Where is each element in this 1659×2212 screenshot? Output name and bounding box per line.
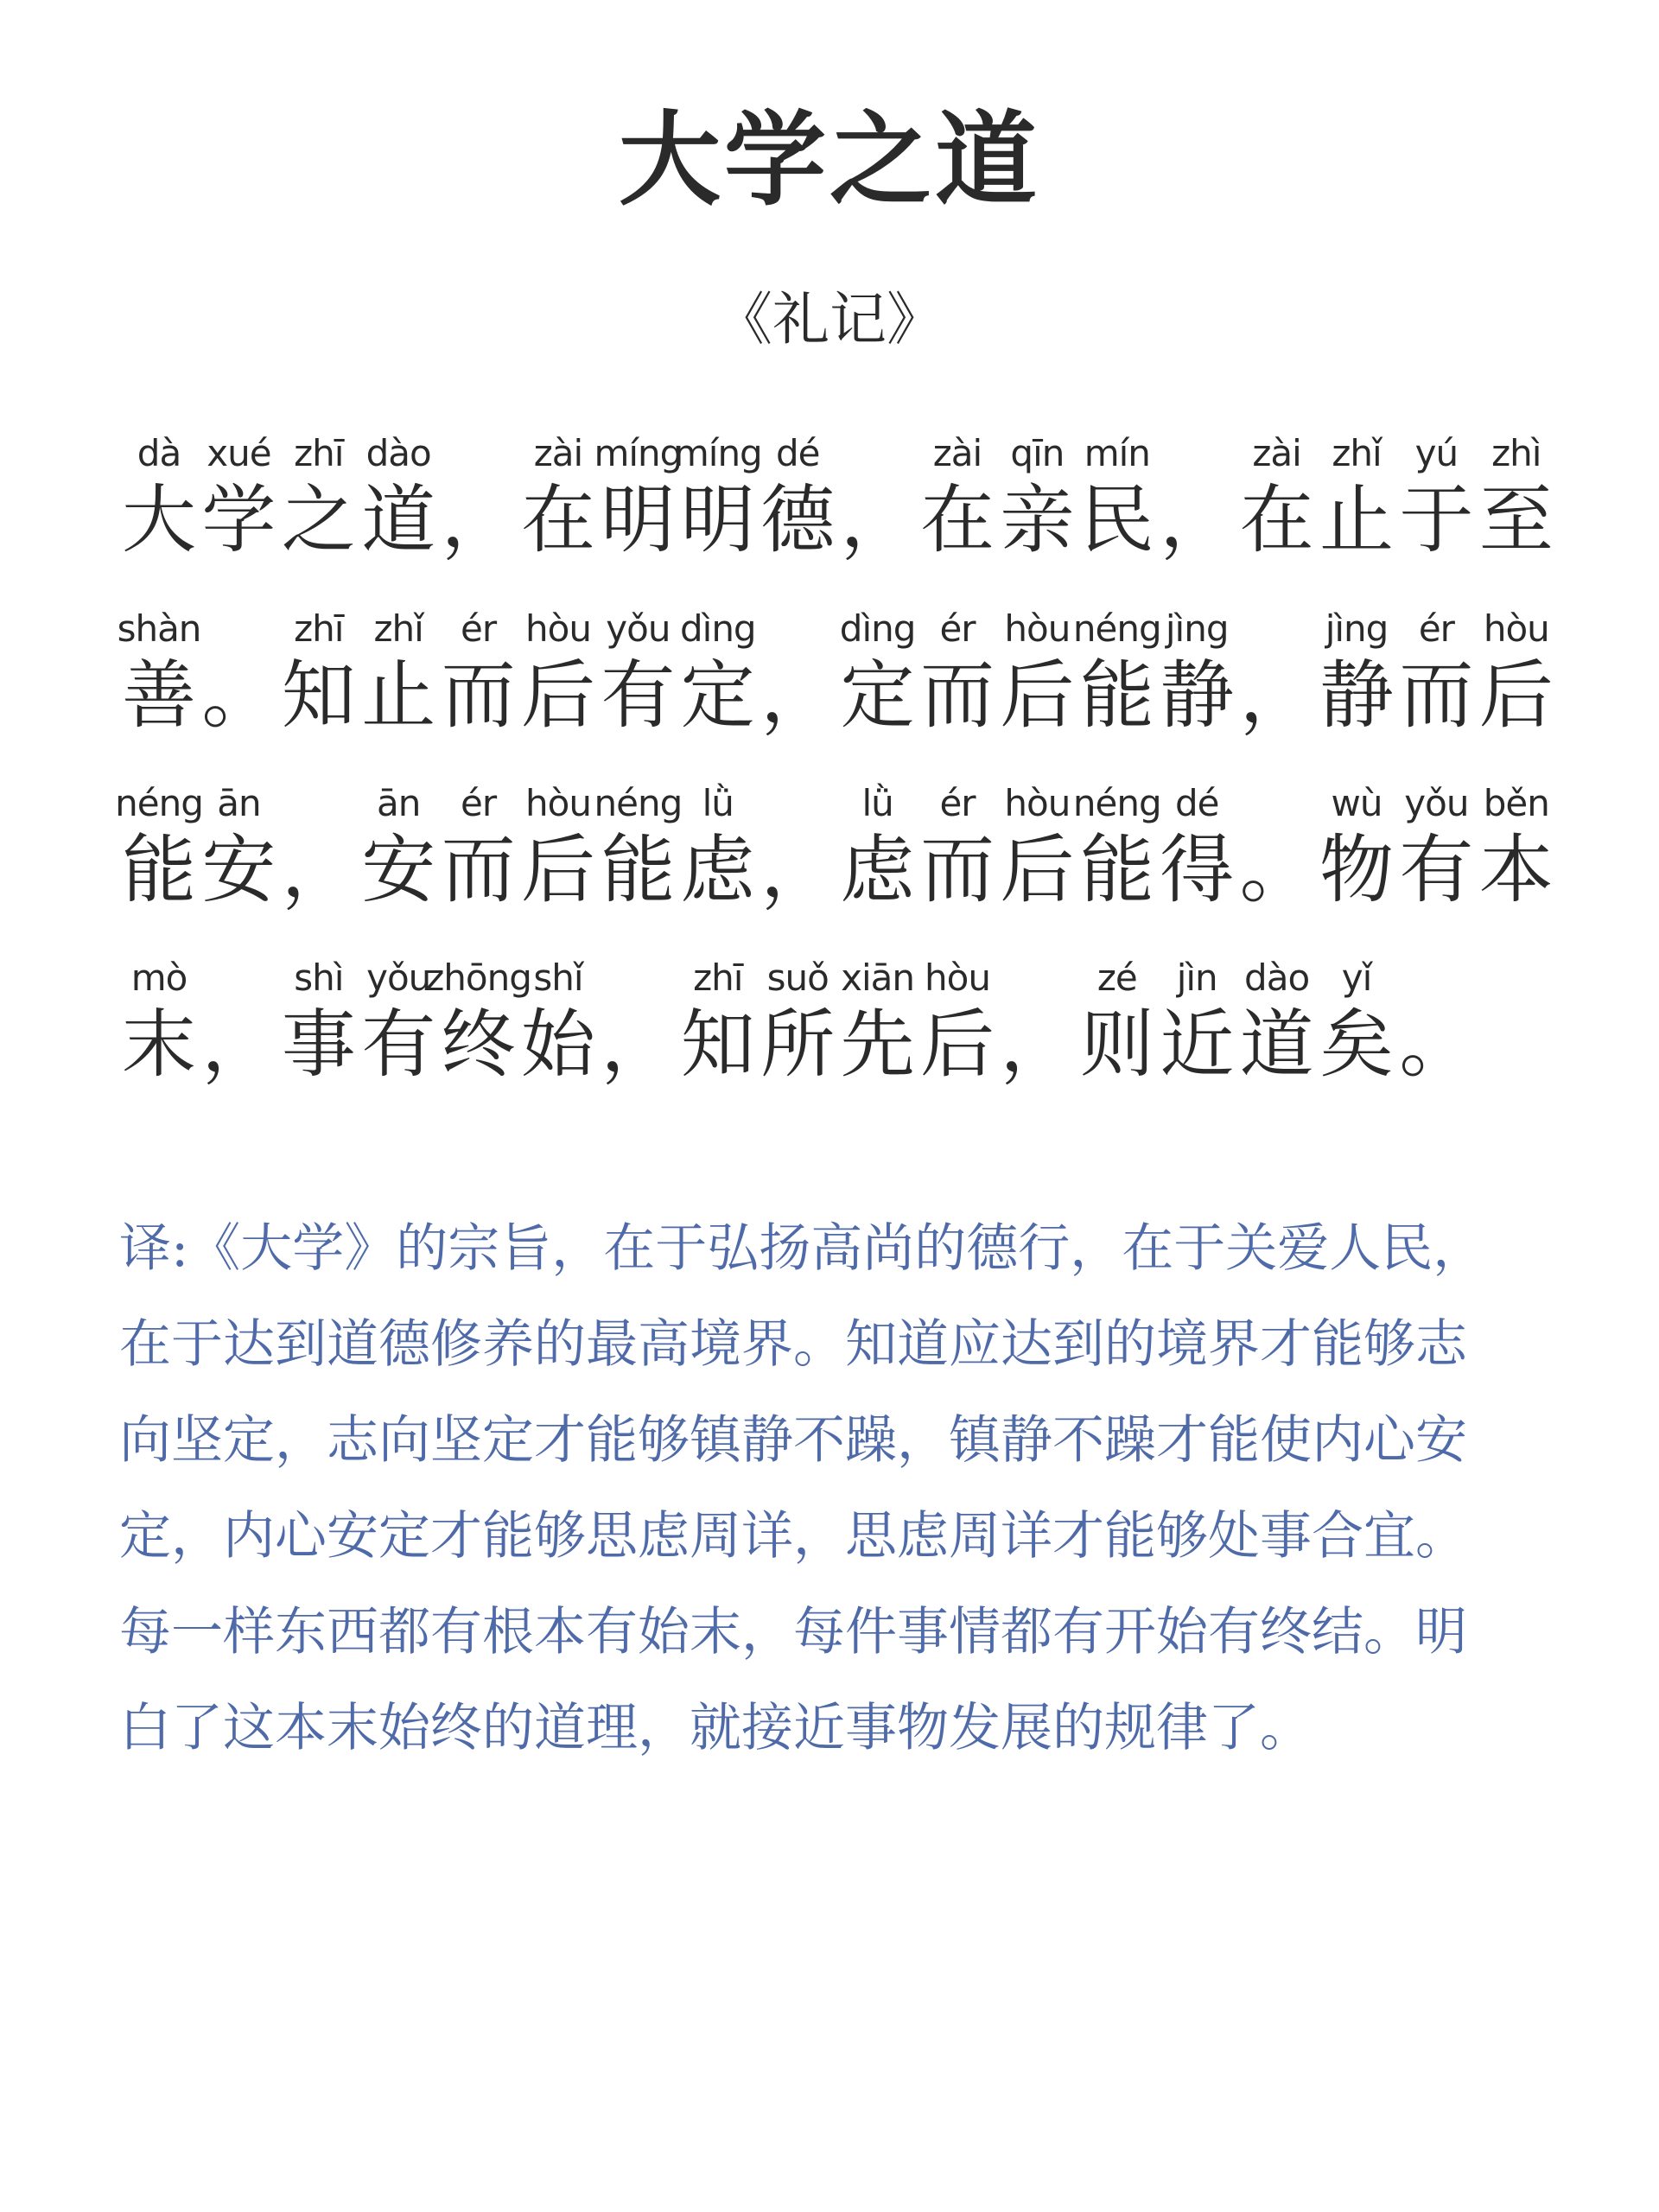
hanzi: ，	[760, 827, 836, 913]
pinyin: ér	[1418, 607, 1454, 650]
hanzi: 亲	[1000, 477, 1075, 563]
pinyin: hòu	[1004, 607, 1071, 650]
hanzi: 。	[1399, 1001, 1474, 1088]
pinyin: zhǐ	[373, 607, 423, 650]
pinyin: hòu	[925, 957, 990, 999]
pinyin: dìng	[839, 607, 916, 650]
translation-line: 白了这本末始终的道理，就接近事物发展的规律了。	[119, 1698, 1312, 1758]
pinyin: zhì	[1491, 432, 1541, 474]
pinyin: yú	[1414, 432, 1459, 474]
hanzi: ，	[601, 1001, 676, 1088]
hanzi: 道	[1239, 1001, 1314, 1088]
hanzi: 所	[760, 1001, 836, 1088]
hanzi: ，	[760, 652, 836, 739]
pinyin: néng	[1072, 782, 1161, 824]
hanzi: 止	[1319, 477, 1394, 563]
verse-row	[119, 607, 1555, 780]
hanzi: 而	[441, 827, 516, 913]
hanzi: 后	[920, 1001, 995, 1088]
pinyin: dìng	[679, 607, 756, 650]
hanzi: 有	[1399, 827, 1474, 913]
pinyin: hòu	[525, 782, 591, 824]
pinyin: xué	[207, 432, 271, 474]
pinyin: lǜ	[702, 782, 734, 824]
pinyin: mín	[1084, 432, 1150, 474]
hanzi: ，	[1160, 477, 1235, 563]
hanzi: 止	[361, 652, 436, 739]
hanzi: 后	[1000, 652, 1075, 739]
pinyin: ān	[217, 782, 261, 824]
pinyin: qīn	[1010, 432, 1065, 474]
hanzi: 大	[122, 477, 196, 563]
hanzi: 在	[1239, 477, 1314, 563]
hanzi: 之	[281, 477, 356, 563]
hanzi: ，	[441, 477, 516, 563]
pinyin: yǒu	[1404, 782, 1469, 824]
page-title: 大学之道	[618, 99, 1040, 219]
translation-line: 译:《大学》的宗旨，在于弘扬高尚的德行，在于关爱人民，	[119, 1218, 1485, 1279]
pinyin: zhōng	[425, 957, 531, 999]
pinyin: zhǐ	[1332, 432, 1382, 474]
hanzi: 事	[281, 1001, 356, 1088]
hanzi: 后	[1478, 652, 1554, 739]
hanzi: 虑	[680, 827, 755, 913]
hanzi: 明	[680, 477, 755, 563]
hanzi: 得	[1160, 827, 1235, 913]
pinyin: běn	[1483, 782, 1549, 824]
hanzi: 至	[1478, 477, 1554, 563]
hanzi: 而	[920, 827, 995, 913]
pinyin: míng	[594, 432, 683, 474]
hanzi: ，	[281, 827, 356, 913]
hanzi: 能	[1079, 827, 1154, 913]
hanzi: 能	[122, 827, 196, 913]
hanzi: 后	[521, 827, 595, 913]
hanzi: 知	[281, 652, 356, 739]
translation-line: 定，内心安定才能够思虑周详，思虑周详才能够处事合宜。	[119, 1506, 1467, 1567]
pinyin: ér	[939, 607, 976, 650]
hanzi: 终	[441, 1001, 516, 1088]
pinyin: néng	[1072, 607, 1161, 650]
pinyin: dào	[365, 432, 431, 474]
hanzi: 后	[1000, 827, 1075, 913]
hanzi: 定	[680, 652, 755, 739]
hanzi: 于	[1399, 477, 1474, 563]
pinyin: dào	[1244, 957, 1310, 999]
pinyin: hòu	[1483, 607, 1549, 650]
hanzi: 矣	[1319, 1001, 1394, 1088]
hanzi: 有	[601, 652, 676, 739]
hanzi: 静	[1160, 652, 1235, 739]
pinyin: zhī	[294, 432, 344, 474]
hanzi: 有	[361, 1001, 436, 1088]
pinyin: dà	[137, 432, 181, 474]
pinyin: zhī	[294, 607, 344, 650]
hanzi: 知	[680, 1001, 755, 1088]
hanzi: ，	[1000, 1001, 1075, 1088]
pinyin: ér	[461, 782, 497, 824]
hanzi: 。	[201, 652, 276, 739]
hanzi: 而	[1399, 652, 1474, 739]
translation-line: 每一样东西都有根本有始末，每件事情都有开始有终结。明	[119, 1602, 1467, 1662]
pinyin: jìn	[1176, 957, 1217, 999]
pinyin: zài	[932, 432, 982, 474]
source-subtitle: 《礼记》	[715, 286, 944, 353]
pinyin: zài	[1252, 432, 1301, 474]
pinyin: ān	[377, 782, 421, 824]
hanzi: 本	[1478, 827, 1554, 913]
pinyin: míng	[673, 432, 762, 474]
pinyin: néng	[115, 782, 203, 824]
hanzi: 在	[920, 477, 995, 563]
pinyin: ér	[939, 782, 976, 824]
hanzi: 后	[521, 652, 595, 739]
hanzi: 近	[1160, 1001, 1235, 1088]
hanzi: 善	[122, 652, 196, 739]
hanzi: 始	[521, 1001, 595, 1088]
hanzi: 虑	[840, 827, 915, 913]
hanzi: 则	[1079, 1001, 1154, 1088]
pinyin: lǜ	[861, 782, 893, 824]
hanzi: 能	[601, 827, 676, 913]
pinyin: zài	[533, 432, 583, 474]
pinyin: shàn	[117, 607, 201, 650]
verse-row	[115, 782, 1555, 955]
hanzi: 能	[1079, 652, 1154, 739]
pinyin: jìng	[1325, 607, 1389, 650]
hanzi: ，	[840, 477, 915, 563]
hanzi: 先	[840, 1001, 915, 1088]
verse-row	[119, 957, 1555, 1129]
pinyin: xiān	[841, 957, 915, 999]
pinyin: dé	[1174, 782, 1219, 824]
hanzi: 。	[1239, 827, 1314, 913]
pinyin: ér	[461, 607, 497, 650]
pinyin: yǒu	[366, 957, 431, 999]
translation-block	[119, 1201, 1558, 1777]
pinyin: jìng	[1165, 607, 1229, 650]
hanzi: 静	[1319, 652, 1394, 739]
hanzi: 而	[441, 652, 516, 739]
hanzi: 德	[760, 477, 836, 563]
pinyin: mò	[130, 957, 188, 999]
hanzi: 在	[521, 477, 595, 563]
hanzi: 道	[361, 477, 436, 563]
pinyin: yǒu	[606, 607, 671, 650]
pinyin: shǐ	[533, 957, 583, 999]
hanzi: 民	[1079, 477, 1154, 563]
pinyin: dé	[775, 432, 820, 474]
hanzi: 学	[201, 477, 276, 563]
pinyin: suǒ	[766, 957, 829, 999]
pinyin: wù	[1331, 782, 1382, 824]
hanzi: 安	[361, 827, 436, 913]
hanzi: ，	[1239, 652, 1314, 739]
hanzi: 末	[122, 1001, 196, 1088]
hanzi: 物	[1319, 827, 1394, 913]
pinyin: hòu	[1004, 782, 1071, 824]
translation-line: 在于达到道德修养的最高境界。知道应达到的境界才能够志	[119, 1314, 1467, 1375]
hanzi: 而	[920, 652, 995, 739]
translation-line: 向坚定，志向坚定才能够镇静不躁，镇静不躁才能使内心安	[119, 1410, 1467, 1471]
hanzi: 定	[840, 652, 915, 739]
hanzi: ，	[201, 1001, 276, 1088]
pinyin: hòu	[525, 607, 591, 650]
hanzi: 安	[201, 827, 276, 913]
hanzi: 明	[601, 477, 676, 563]
pinyin: néng	[594, 782, 683, 824]
pinyin: shì	[294, 957, 344, 999]
pinyin: zé	[1096, 957, 1137, 999]
verse-row	[119, 432, 1555, 605]
pinyin: yǐ	[1341, 957, 1372, 999]
pinyin: zhī	[693, 957, 743, 999]
